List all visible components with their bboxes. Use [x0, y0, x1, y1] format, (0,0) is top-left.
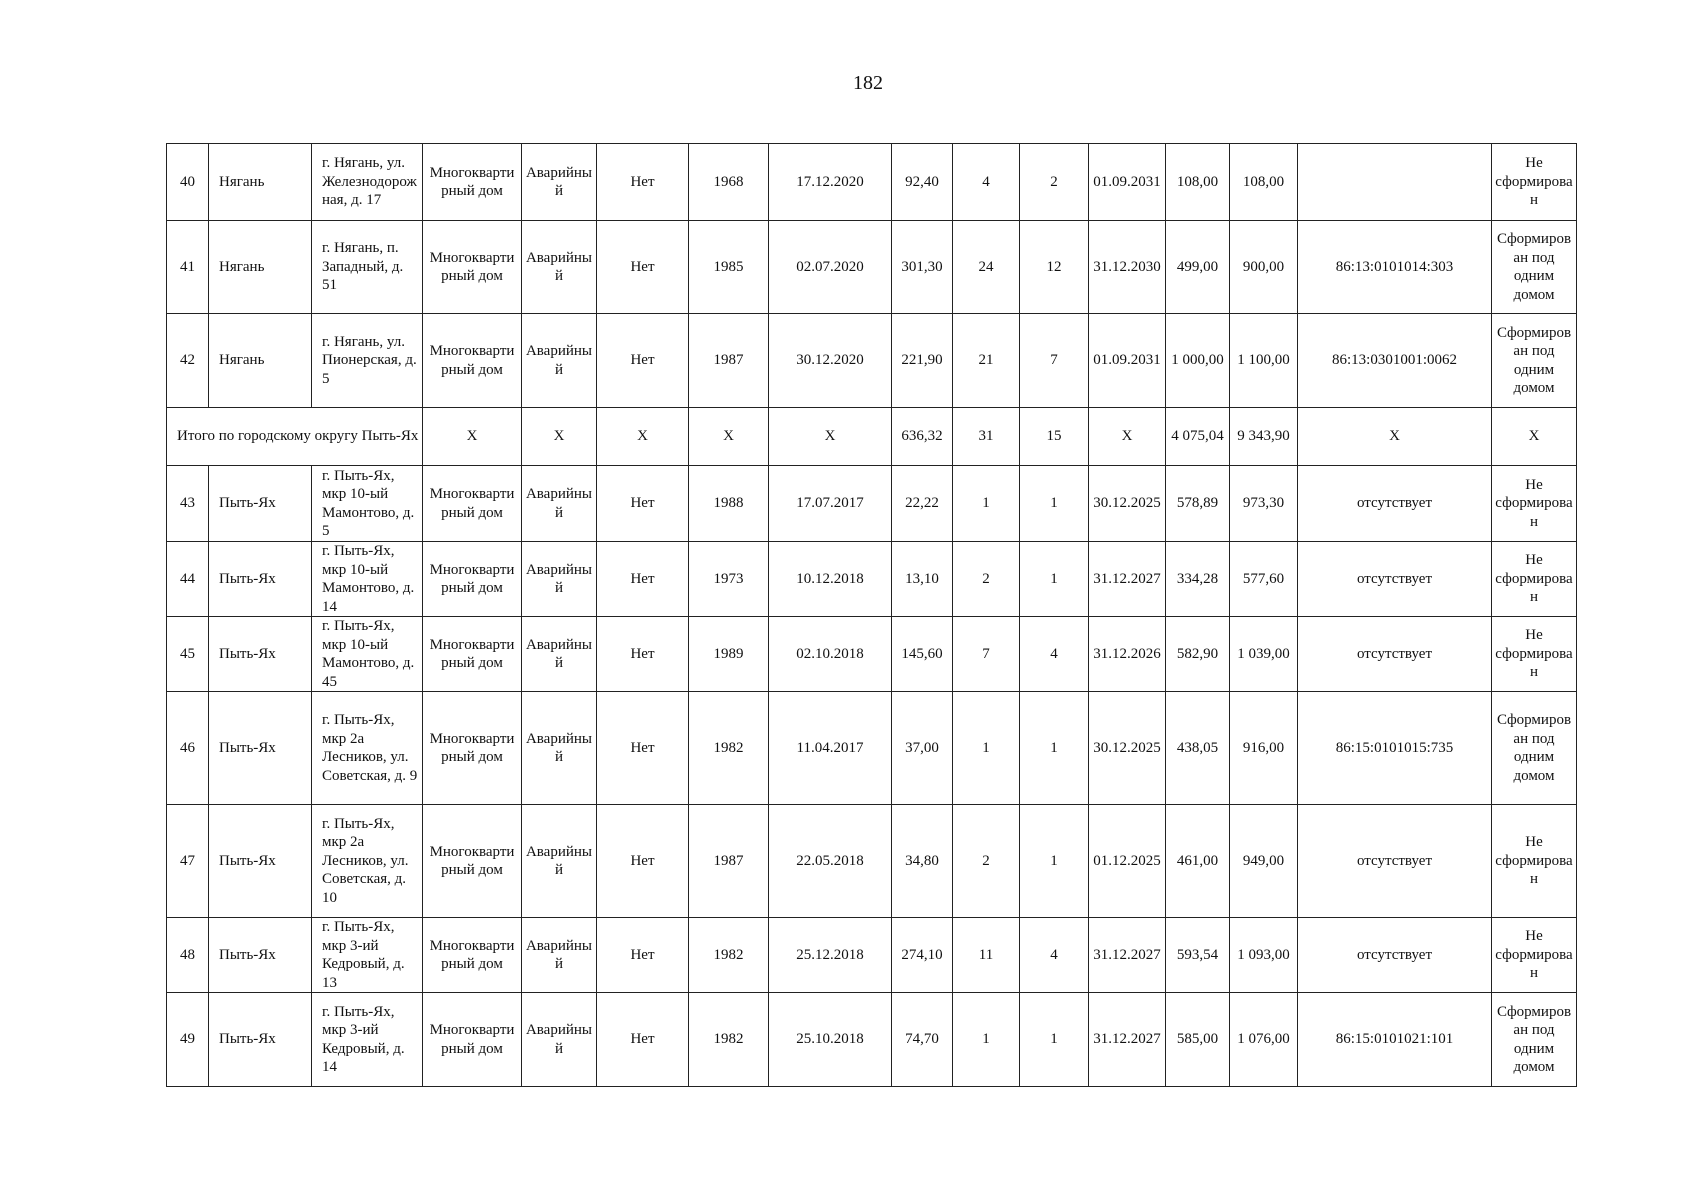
- table-row: [167, 617, 1577, 692]
- address-cell: г. Пыть-Ях, мкр 10-ый Мамонтово, д. 45: [312, 617, 423, 692]
- resettlement-deadline-cell: 01.09.2031: [1089, 314, 1166, 408]
- premises-count-cell: 2: [1020, 144, 1089, 221]
- residents-count-cell: 1: [953, 692, 1020, 805]
- municipality-cell: Нягань: [209, 221, 312, 314]
- building-type-cell: Многоквартирный дом: [423, 692, 522, 805]
- residents-count-cell: 11: [953, 918, 1020, 993]
- building-type-cell: Многоквартирный дом: [423, 466, 522, 542]
- row-number-cell: 48: [167, 918, 209, 993]
- housing-table: [166, 143, 1577, 1087]
- building-type-cell: Многоквартирный дом: [423, 144, 522, 221]
- residents-count-cell: 2: [953, 542, 1020, 617]
- cadastral-number-cell: отсутствует: [1298, 542, 1492, 617]
- table-row: [167, 144, 1577, 221]
- area-cell: 301,30: [892, 221, 953, 314]
- total-row: [167, 408, 1577, 466]
- area-cell: 74,70: [892, 993, 953, 1087]
- flag-cell: Нет: [597, 918, 689, 993]
- value-1-cell: 108,00: [1166, 144, 1230, 221]
- area-cell: 34,80: [892, 805, 953, 918]
- premises-count-cell: 7: [1020, 314, 1089, 408]
- land-plot-status-cell: Не сформирован: [1492, 918, 1577, 993]
- cadastral-number-cell: отсутствует: [1298, 918, 1492, 993]
- flag-cell: Нет: [597, 466, 689, 542]
- residents-count-cell: 1: [953, 466, 1020, 542]
- area-cell: 37,00: [892, 692, 953, 805]
- land-plot-status-cell: Не сформирован: [1492, 466, 1577, 542]
- row-number-cell: 46: [167, 692, 209, 805]
- building-type-cell: Многоквартирный дом: [423, 918, 522, 993]
- building-status-cell: Аварийный: [522, 692, 597, 805]
- table-row: [167, 221, 1577, 314]
- value-2-cell: 900,00: [1230, 221, 1298, 314]
- value-1-cell: 4 075,04: [1166, 408, 1230, 466]
- value-2-cell: 973,30: [1230, 466, 1298, 542]
- resettlement-deadline-cell: 31.12.2027: [1089, 918, 1166, 993]
- construction-year-cell: 1982: [689, 993, 769, 1087]
- value-1-cell: 461,00: [1166, 805, 1230, 918]
- building-type-cell: Многоквартирный дом: [423, 314, 522, 408]
- municipality-cell: Нягань: [209, 144, 312, 221]
- flag-cell: Нет: [597, 617, 689, 692]
- recognition-date-cell: 02.10.2018: [769, 617, 892, 692]
- table-row: [167, 466, 1577, 542]
- recognition-date-cell: 02.07.2020: [769, 221, 892, 314]
- table-row: [167, 692, 1577, 805]
- table-row: [167, 314, 1577, 408]
- recognition-date-cell: 22.05.2018: [769, 805, 892, 918]
- value-2-cell: 1 076,00: [1230, 993, 1298, 1087]
- land-plot-status-cell: Сформирован под одним домом: [1492, 221, 1577, 314]
- building-status-cell: Аварийный: [522, 805, 597, 918]
- row-number-cell: 41: [167, 221, 209, 314]
- premises-count-cell: 4: [1020, 918, 1089, 993]
- building-type-cell: X: [423, 408, 522, 466]
- building-status-cell: Аварийный: [522, 617, 597, 692]
- construction-year-cell: 1985: [689, 221, 769, 314]
- premises-count-cell: 15: [1020, 408, 1089, 466]
- address-cell: г. Пыть-Ях, мкр 3-ий Кедровый, д. 13: [312, 918, 423, 993]
- recognition-date-cell: 11.04.2017: [769, 692, 892, 805]
- flag-cell: Нет: [597, 993, 689, 1087]
- municipality-cell: Пыть-Ях: [209, 918, 312, 993]
- recognition-date-cell: 17.12.2020: [769, 144, 892, 221]
- construction-year-cell: 1989: [689, 617, 769, 692]
- row-number-cell: 47: [167, 805, 209, 918]
- recognition-date-cell: 17.07.2017: [769, 466, 892, 542]
- table-row: [167, 993, 1577, 1087]
- flag-cell: Нет: [597, 144, 689, 221]
- cadastral-number-cell: [1298, 144, 1492, 221]
- land-plot-status-cell: Не сформирован: [1492, 542, 1577, 617]
- row-number-cell: 49: [167, 993, 209, 1087]
- construction-year-cell: 1968: [689, 144, 769, 221]
- area-cell: 13,10: [892, 542, 953, 617]
- building-status-cell: Аварийный: [522, 466, 597, 542]
- premises-count-cell: 12: [1020, 221, 1089, 314]
- table-row: [167, 918, 1577, 993]
- value-2-cell: 1 039,00: [1230, 617, 1298, 692]
- flag-cell: Нет: [597, 314, 689, 408]
- address-cell: г. Пыть-Ях, мкр 10-ый Мамонтово, д. 5: [312, 466, 423, 542]
- cadastral-number-cell: отсутствует: [1298, 805, 1492, 918]
- residents-count-cell: 31: [953, 408, 1020, 466]
- building-status-cell: Аварийный: [522, 221, 597, 314]
- building-type-cell: Многоквартирный дом: [423, 805, 522, 918]
- row-number-cell: 45: [167, 617, 209, 692]
- construction-year-cell: 1988: [689, 466, 769, 542]
- land-plot-status-cell: Сформирован под одним домом: [1492, 993, 1577, 1087]
- cadastral-number-cell: 86:13:0301001:0062: [1298, 314, 1492, 408]
- resettlement-deadline-cell: X: [1089, 408, 1166, 466]
- value-2-cell: 1 100,00: [1230, 314, 1298, 408]
- residents-count-cell: 4: [953, 144, 1020, 221]
- premises-count-cell: 1: [1020, 466, 1089, 542]
- cadastral-number-cell: 86:15:0101021:101: [1298, 993, 1492, 1087]
- construction-year-cell: X: [689, 408, 769, 466]
- municipality-cell: Пыть-Ях: [209, 466, 312, 542]
- resettlement-deadline-cell: 01.09.2031: [1089, 144, 1166, 221]
- premises-count-cell: 1: [1020, 542, 1089, 617]
- building-type-cell: Многоквартирный дом: [423, 993, 522, 1087]
- building-type-cell: Многоквартирный дом: [423, 221, 522, 314]
- land-plot-status-cell: Сформирован под одним домом: [1492, 314, 1577, 408]
- residents-count-cell: 1: [953, 993, 1020, 1087]
- cadastral-number-cell: X: [1298, 408, 1492, 466]
- flag-cell: Нет: [597, 805, 689, 918]
- building-status-cell: Аварийный: [522, 314, 597, 408]
- value-2-cell: 108,00: [1230, 144, 1298, 221]
- resettlement-deadline-cell: 30.12.2025: [1089, 466, 1166, 542]
- recognition-date-cell: 10.12.2018: [769, 542, 892, 617]
- table-row: [167, 805, 1577, 918]
- flag-cell: Нет: [597, 221, 689, 314]
- construction-year-cell: 1987: [689, 805, 769, 918]
- residents-count-cell: 24: [953, 221, 1020, 314]
- value-2-cell: 1 093,00: [1230, 918, 1298, 993]
- value-1-cell: 438,05: [1166, 692, 1230, 805]
- building-status-cell: Аварийный: [522, 993, 597, 1087]
- value-1-cell: 593,54: [1166, 918, 1230, 993]
- address-cell: г. Нягань, ул. Железнодорожная, д. 17: [312, 144, 423, 221]
- row-number-cell: 42: [167, 314, 209, 408]
- area-cell: 92,40: [892, 144, 953, 221]
- construction-year-cell: 1982: [689, 918, 769, 993]
- area-cell: 274,10: [892, 918, 953, 993]
- address-cell: г. Пыть-Ях, мкр 2а Лесников, ул. Советская, д. 9: [312, 692, 423, 805]
- cadastral-number-cell: 86:15:0101015:735: [1298, 692, 1492, 805]
- area-cell: 22,22: [892, 466, 953, 542]
- value-2-cell: 949,00: [1230, 805, 1298, 918]
- municipality-cell: Пыть-Ях: [209, 542, 312, 617]
- construction-year-cell: 1987: [689, 314, 769, 408]
- value-1-cell: 578,89: [1166, 466, 1230, 542]
- recognition-date-cell: X: [769, 408, 892, 466]
- municipality-cell: Пыть-Ях: [209, 617, 312, 692]
- land-plot-status-cell: Не сформирован: [1492, 805, 1577, 918]
- municipality-cell: Пыть-Ях: [209, 692, 312, 805]
- address-cell: г. Пыть-Ях, мкр 2а Лесников, ул. Советская, д. 10: [312, 805, 423, 918]
- building-type-cell: Многоквартирный дом: [423, 617, 522, 692]
- value-1-cell: 585,00: [1166, 993, 1230, 1087]
- land-plot-status-cell: X: [1492, 408, 1577, 466]
- row-number-cell: 43: [167, 466, 209, 542]
- area-cell: 145,60: [892, 617, 953, 692]
- address-cell: г. Пыть-Ях, мкр 10-ый Мамонтово, д. 14: [312, 542, 423, 617]
- cadastral-number-cell: 86:13:0101014:303: [1298, 221, 1492, 314]
- municipality-cell: Нягань: [209, 314, 312, 408]
- page-number: 182: [853, 72, 883, 94]
- construction-year-cell: 1982: [689, 692, 769, 805]
- row-number-cell: 44: [167, 542, 209, 617]
- row-number-cell: 40: [167, 144, 209, 221]
- building-type-cell: Многоквартирный дом: [423, 542, 522, 617]
- resettlement-deadline-cell: 01.12.2025: [1089, 805, 1166, 918]
- resettlement-deadline-cell: 31.12.2026: [1089, 617, 1166, 692]
- land-plot-status-cell: Сформирован под одним домом: [1492, 692, 1577, 805]
- recognition-date-cell: 25.12.2018: [769, 918, 892, 993]
- municipality-cell: Пыть-Ях: [209, 993, 312, 1087]
- table-row: [167, 542, 1577, 617]
- municipality-cell: Пыть-Ях: [209, 805, 312, 918]
- value-1-cell: 334,28: [1166, 542, 1230, 617]
- residents-count-cell: 21: [953, 314, 1020, 408]
- flag-cell: Нет: [597, 542, 689, 617]
- flag-cell: Нет: [597, 692, 689, 805]
- land-plot-status-cell: Не сформирован: [1492, 144, 1577, 221]
- address-cell: г. Нягань, ул. Пионерская, д. 5: [312, 314, 423, 408]
- premises-count-cell: 4: [1020, 617, 1089, 692]
- resettlement-deadline-cell: 31.12.2027: [1089, 542, 1166, 617]
- building-status-cell: Аварийный: [522, 144, 597, 221]
- residents-count-cell: 2: [953, 805, 1020, 918]
- value-1-cell: 499,00: [1166, 221, 1230, 314]
- value-2-cell: 9 343,90: [1230, 408, 1298, 466]
- resettlement-deadline-cell: 31.12.2027: [1089, 993, 1166, 1087]
- recognition-date-cell: 25.10.2018: [769, 993, 892, 1087]
- area-cell: 221,90: [892, 314, 953, 408]
- premises-count-cell: 1: [1020, 805, 1089, 918]
- building-status-cell: Аварийный: [522, 542, 597, 617]
- premises-count-cell: 1: [1020, 993, 1089, 1087]
- residents-count-cell: 7: [953, 617, 1020, 692]
- total-label: Итого по городскому округу Пыть-Ях: [167, 408, 423, 466]
- value-2-cell: 916,00: [1230, 692, 1298, 805]
- value-1-cell: 1 000,00: [1166, 314, 1230, 408]
- value-1-cell: 582,90: [1166, 617, 1230, 692]
- land-plot-status-cell: Не сформирован: [1492, 617, 1577, 692]
- address-cell: г. Пыть-Ях, мкр 3-ий Кедровый, д. 14: [312, 993, 423, 1087]
- building-status-cell: Аварийный: [522, 918, 597, 993]
- recognition-date-cell: 30.12.2020: [769, 314, 892, 408]
- premises-count-cell: 1: [1020, 692, 1089, 805]
- resettlement-deadline-cell: 30.12.2025: [1089, 692, 1166, 805]
- flag-cell: X: [597, 408, 689, 466]
- address-cell: г. Нягань, п. Западный, д. 51: [312, 221, 423, 314]
- construction-year-cell: 1973: [689, 542, 769, 617]
- building-status-cell: X: [522, 408, 597, 466]
- cadastral-number-cell: отсутствует: [1298, 617, 1492, 692]
- cadastral-number-cell: отсутствует: [1298, 466, 1492, 542]
- resettlement-deadline-cell: 31.12.2030: [1089, 221, 1166, 314]
- area-cell: 636,32: [892, 408, 953, 466]
- value-2-cell: 577,60: [1230, 542, 1298, 617]
